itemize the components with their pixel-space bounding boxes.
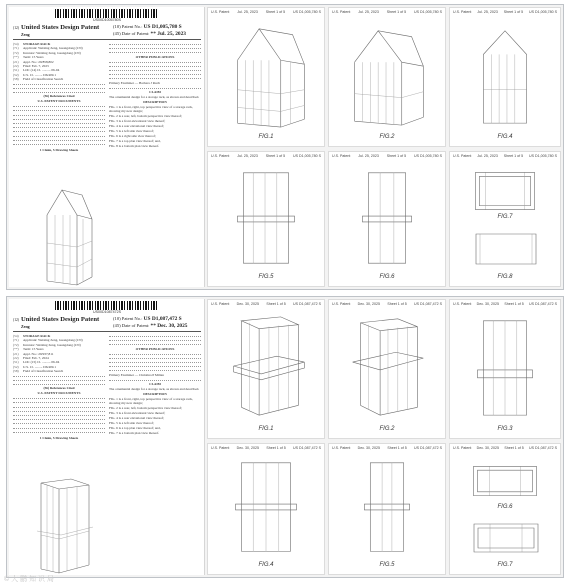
figure-label: FIG.6 xyxy=(497,504,513,510)
claims-footer: 1 Claim, 5 Drawing Sheets xyxy=(39,435,79,440)
references-heading: (56) References Cited xyxy=(43,94,75,99)
other-pubs-heading: OTHER PUBLICATIONS xyxy=(135,346,175,351)
figure-label: FIG.3 xyxy=(497,426,513,432)
drawing-sheet-fig6: U.S. Patent Jul. 25, 2023 Sheet 1 of 5 US D1,005,780 S FIG.6 xyxy=(328,151,446,287)
figure-label: FIG.5 xyxy=(379,562,395,568)
barcode xyxy=(55,9,159,18)
drawing-sheet-fig1: U.S. Patent Jul. 25, 2023 Sheet 1 of 5 US D1,005,780 S FIG.1 xyxy=(207,7,325,147)
description-heading: DESCRIPTION xyxy=(143,99,167,104)
examiner: Primary Examiner — Christina P Milian xyxy=(109,372,164,377)
divider xyxy=(13,39,201,40)
inventor-short: Zeng xyxy=(21,324,30,329)
figure-label: FIG.4 xyxy=(497,134,513,140)
divider xyxy=(13,331,201,332)
drawing-sheet-fig6-fig7: U.S. Patent Dec. 30, 2025 Sheet 1 of 5 US D1,087,472 S FIG.6 FIG.7 xyxy=(449,443,561,575)
examiner: Primary Examiner — Barbara J Ruch xyxy=(109,80,160,85)
drawing-sheet-fig4: U.S. Patent Dec. 30, 2025 Sheet 1 of 5 US D1,087,472 S FIG.4 xyxy=(207,443,325,575)
barcode-number: US00D1087472S xyxy=(93,310,121,314)
claims-footer: 1 Claim, 5 Drawing Sheets xyxy=(39,148,79,153)
figure-label: FIG.1 xyxy=(258,426,274,432)
references-heading: (56) References Cited xyxy=(43,386,75,391)
drawing-sheet-fig4: U.S. Patent Jul. 25, 2023 Sheet 1 of 5 US D1,005,780 S FIG.4 xyxy=(449,7,561,147)
patent-date: (45) Date of Patent: ** Jul. 25, 2023 xyxy=(113,31,187,37)
us-docs-heading: U.S. PATENT DOCUMENTS xyxy=(37,99,81,104)
drawing-sheet-fig1: U.S. Patent Dec. 30, 2025 Sheet 1 of 5 US D1,087,472 S FIG.1 xyxy=(207,299,325,439)
patent-panel-1 xyxy=(6,4,564,290)
drawing-sheet-fig2: U.S. Patent Dec. 30, 2025 Sheet 1 of 5 US D1,087,472 S FIG.2 xyxy=(328,299,446,439)
drawing-sheet-fig7-fig8: U.S. Patent Jul. 25, 2023 Sheet 1 of 5 US D1,005,780 S FIG.7 FIG.8 xyxy=(449,151,561,287)
figure-label: FIG.4 xyxy=(258,562,274,568)
us-docs-heading: U.S. PATENT DOCUMENTS xyxy=(37,391,81,396)
bibliographic-column: (54) STORAGE RACK (71) Applicant: Weixing Zeng, Guangdong (CN) (72) Inventor: Weixing Zeng, Guangdong (CN) (**) Term: 15 Years (21) Appl. No.: 29/937,811 (22) Filed: Feb. 7, 2024 (51) LOC (15) Cl. .......... 06-04 (52) U.S. Cl. ......... D6/409.1 (58) Field of Classification Search (56) References Cited U.S. PATENT DOCUMENTS 1 Claim, 5 Drawing Sheets xyxy=(13,334,105,441)
patent-front-page xyxy=(9,299,205,575)
claim-heading: CLAIM xyxy=(149,89,161,94)
abstract-column: OTHER PUBLICATIONS Primary Examiner — Christina P Milian CLAIM The ornamental design for a storage rack, as shown and described. DESCRIPTION FIG. 1 is a front, right, top perspective view of a storage rack, showing my new design; FIG. 2 is a rear, left, bottom perspective view thereof; FIG. 3 is a front elevational view thereof; FIG. 4 is a rear elevational view thereof; FIG. 5 is a left side view thereof; FIG. 6 is a top plan view thereof; and, FIG. 7 is a bottom plan view thereof. xyxy=(109,334,201,436)
claim-heading: CLAIM xyxy=(149,381,161,386)
figure-label: FIG.5 xyxy=(258,274,274,280)
drawing-sheet-fig2: U.S. Patent Jul. 25, 2023 Sheet 1 of 5 US D1,005,780 S FIG.2 xyxy=(328,7,446,147)
barcode xyxy=(55,301,159,310)
front-page-figure xyxy=(37,185,97,287)
drawing-sheet-fig3: U.S. Patent Dec. 30, 2025 Sheet 1 of 5 US D1,087,472 S FIG.3 xyxy=(449,299,561,439)
abstract-column: OTHER PUBLICATIONS Primary Examiner — Barbara J Ruch CLAIM The ornamental design for a storage rack, as shown and described. DESCRIPTION FIG. 1 is a front, right, top perspective view of a storage rack, showing my new design; FIG. 2 is a rear, left, bottom perspective view thereof; FIG. 3 is a front elevational view thereof; FIG. 4 is a rear elevational view thereof; FIG. 5 is a left side view thereof; FIG. 6 is a right side view thereof; FIG. 7 is a top plan view thereof; and, FIG. 8 is a bottom plan view thereof. xyxy=(109,42,201,149)
patent-title: (12) United States Design Patent xyxy=(13,316,100,323)
bibliographic-column: (54) STORAGE RACK (71) Applicant: Weixing Zeng, Guangdong (CN) (72) Inventor: Weixing Zeng, Guangdong (CN) (**) Term: 15 Years (21) Appl. No.: 29/858,802 (22) Filed: Feb. 7, 2023 (51) LOC (14) Cl. .......... 06-04 (52) U.S. Cl. ......... D6/409.1 (58) Field of Classification Search (56) References Cited U.S. PATENT DOCUMENTS 1 Claim, 5 Drawing Sheets xyxy=(13,42,105,153)
figure-label: FIG.6 xyxy=(379,274,395,280)
inventor-short: Zeng xyxy=(21,32,30,37)
drawing-sheet-fig5: U.S. Patent Dec. 30, 2025 Sheet 1 of 5 US D1,087,472 S FIG.5 xyxy=(328,443,446,575)
patent-panel-2 xyxy=(6,296,564,578)
barcode-number: US00D1005780S xyxy=(93,18,121,22)
other-pubs-heading: OTHER PUBLICATIONS xyxy=(135,54,175,59)
watermark: © 大 鹏 知 识 局 xyxy=(4,576,54,583)
figure-label: FIG.2 xyxy=(379,426,395,432)
figure-label: FIG.1 xyxy=(258,134,274,140)
figure-label: FIG.7 xyxy=(497,214,513,220)
figure-label: FIG.2 xyxy=(379,134,395,140)
description-heading: DESCRIPTION xyxy=(143,391,167,396)
patent-front-page xyxy=(9,7,205,287)
drawing-sheet-fig5: U.S. Patent Jul. 25, 2023 Sheet 1 of 5 US D1,005,780 S FIG.5 xyxy=(207,151,325,287)
patent-title: (12) United States Design Patent xyxy=(13,24,100,31)
figure-label: FIG.7 xyxy=(497,562,513,568)
figure-label: FIG.8 xyxy=(497,274,513,280)
claim-text: The ornamental design for a storage rack, as shown and described. xyxy=(109,386,200,391)
patent-number: (10) Patent No.: US D1,087,472 S xyxy=(113,316,182,322)
patent-date: (45) Date of Patent: ** Dec. 30, 2025 xyxy=(113,323,188,329)
front-page-figure xyxy=(31,475,101,575)
patent-number: (10) Patent No.: US D1,005,780 S xyxy=(113,24,182,30)
claim-text: The ornamental design for a storage rack, as shown and described. xyxy=(109,94,200,99)
